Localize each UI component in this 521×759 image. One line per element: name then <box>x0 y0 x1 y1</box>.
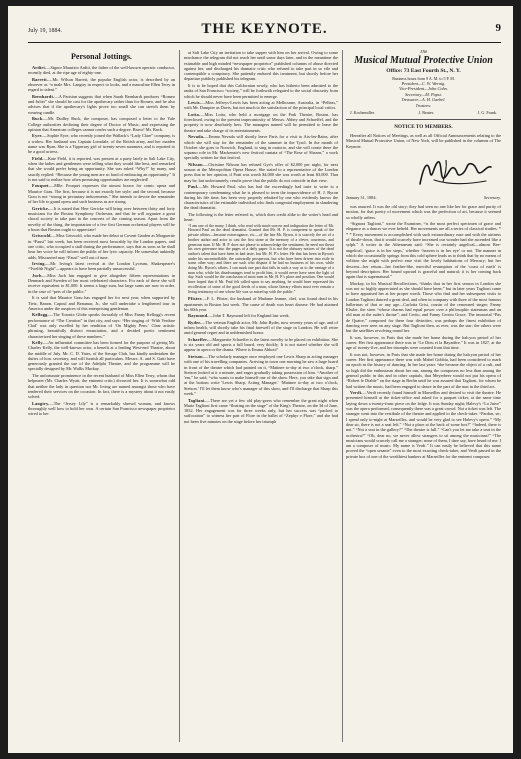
paragraph-lead: Paul. <box>188 184 199 190</box>
paragraph-text: —Verdi recently found himself in Marseilles and desired to visit the theatre. He presented himself at the ticket-office and asked for a parquet ticket, at the same time laying down a twenty-franc piece on the ledge. It was Sunday night; Halevy's “La Juive” was the opera performed, consequently there was a great crowd. Not a ticket was left. The stranger went into the vestibule of the theatre and applied to the check-taker. “Pardon, sir; I spend only to-night at Marseilles, and would be very glad to see Halevy's opera.” “My dear sir, there is not a seat left.” “Not a place at the back of some box?” “Indeed, there is not.” “Not a seat in the gallery?” “The theatre is full.” “Can't you let me take a seat in the orchestra?” “Oh, dear no, we never allow strangers to sit among the musicians!” “The musicians would scarcely call me a stranger; none of them, I dare say, have heard of me. I am a composer of music. My name is Verdi.” It can easily be believed that this name proved the “open sesame” even to the most exacting check-taker, and Verdi passed in the private box of one of the wealthiest bankers at Marseilles for the eminent composer. <box>346 390 501 459</box>
ad-trustee: J. Kochemiller. <box>350 110 375 116</box>
paragraph-text: It is to be hoped that this Californian rowdy, who has hitherto been admitted to the ranks of San Francisco “society,” will be forthwith relegated to the social obscurity from which he should never have been permitted to emerge. <box>184 82 338 99</box>
paragraph-lead: Pfister. <box>188 296 203 302</box>
paragraph-text: —Marguerite Schaeffer is the latest novelty to be placed on exhibition. She is six years old and sports a full beard, very thickly. It is not stated whether she will appear in opera or the drama. Where is Emma Abbott? <box>184 336 338 353</box>
paragraph <box>184 337 338 353</box>
ad-trustee: J. G. Frank. <box>477 110 497 116</box>
ad-article: The <box>419 50 428 55</box>
paragraph-text: —A Parisian suggests that when Sarah Bernhardt produces “Romeo and Juliet” she should be cast for the apothecary rather than for Romeo, and he also advises that if the apothecary's lights prove too small she can stretch them by wearing candle. <box>28 93 175 115</box>
ad-president: President—C. W. Wernig. <box>401 81 446 86</box>
quoted-letter: “I am one of the many, I think, who read with much sorrow and indignation the letter of Mr. Howard Paul on the dead dramatist. Granted that Mr. H. P. is competent to speak of the private affairs—because extravagance, etc.—of the late Mr. Byron, it is scarcely the act of a brother author and actor to cast the first stone at the memory of a clever, courteous, and generous man. If Mr. H. P. does not please to acknowledge the sentiment, he need not thrust his own grievance into the pages of a daily paper. It is not the obituary notices of the dead author's talent that have been in bad taste, but Mr. H. P.'s letter. He that has been in Byron's under his uncontrollable, the outwardly prosperous, but who have been driven into exile in some other way; and there are such who dispute if he had no business of his own, while doing Mr. Byron's affairs. I can mark one part that fails in such a way as to the vantage of a man who, while his disadvantages tend to profit him, it would never have seen the light of day. Such would be the conclusion of most men in Mr. H. P.'s place and position. One would have hoped that if Mr. Paul felt called upon to say anything, he would have expressed his recollection of some of the good deeds of a man, whose literary efforts must ever remain a living testimony of one whose life was so mixed up with the public.” <box>188 223 334 294</box>
paragraph-lead: Ardiri. <box>32 65 47 70</box>
paragraph-text: —Mr. Howard Paul, who has had the exceedingly bad taste to write to a contemporary condemning what he is pleased to term the improvidence of H. J. Byron during his life time, has been very properly rebuked by one who evidently knows the characteristics of the estimable individual who finds congenial employment in slandering the dead dramatist. <box>184 184 338 211</box>
signature-block <box>346 150 501 194</box>
paragraph-text: was assured. It was the old story; they had seen no one like her for grace and purity of motion, for that poetry of movement which was the perfection of art, because it seemed so wholly artless. <box>346 204 501 220</box>
paragraph-text: —Miss Lotta, who held a mortgage on the Park Theatre, Boston, has foreclosed, owing to the present impecuniosity of Messrs. Abbey and Schoeffel, and the property is now absolutely hers. The managers named will be permitted to lease the theatre and take charge of its entertainments. <box>184 111 338 133</box>
paragraph <box>184 320 338 336</box>
paragraph-text: —Miss Juch has engaged to give altogether fifteen representations in Denmark and Sweden of her most celebrated characters. For each of these she will receive equivalent to $1,000. It seems a large sum, but large sums are now in order, in the case of “pets of the public.” <box>28 272 175 294</box>
ad-secretary: Secretary—M. Papst. <box>405 91 442 97</box>
ad-treasurer: Treasurer—A. H. Gaebel. <box>401 97 446 103</box>
paragraph-lead: Kellogg. <box>32 312 49 318</box>
column-left <box>28 50 175 742</box>
signature-role: Secretary. <box>483 195 501 201</box>
paragraph-lead: Tagliani. <box>188 397 206 403</box>
paragraph <box>346 335 501 351</box>
paragraph-text: —Mr. Dudley Buck, the composer, has composed a letter to the Yale College authorities declining their degree of Doctor of Music, and expressing the opinion that American colleges cannot confer such a degree. Bravo! Mr. Buck. <box>28 116 175 132</box>
paragraph-lead: Gericke. <box>32 205 50 211</box>
paragraph-lead: Ryder. <box>188 319 202 325</box>
paragraph-lead: Nevada. <box>188 134 205 140</box>
column-rule-right <box>342 50 343 742</box>
masthead-date: July 19, 1884. <box>28 28 63 34</box>
paragraph <box>346 352 501 389</box>
ad-trustee: J. Beuter. <box>418 110 435 116</box>
paragraph-lead: Eyre. <box>32 133 43 139</box>
ad-union-name: Musical Mutual Protective Union <box>354 55 493 66</box>
notice-text: Hereafter all Notices of Meetings, as well as all Official Announcements relating to the Musical Mutual Protective Union, of New York, will be published in the columns of The Keynote. <box>346 133 501 149</box>
paragraph-lead: Lewis. <box>188 100 202 106</box>
paragraph-text: —The Toronto Globe speaks favorably of Miss Fanny Kellogg's recent performance of “The Creation” in that city, and says: “Her singing of ‘With Verdure Clad’ was only excelled by her rendition of ‘On Mighty Pens.’ Clear artistic phrasing, beautifully distinct enunciation, and a decided poetic sentiment characterized her singing of these numbers.” <box>28 312 175 339</box>
paragraph-lead: Fouquet. <box>32 183 50 189</box>
paragraph <box>184 83 338 99</box>
paragraph <box>28 206 175 232</box>
paragraph <box>28 233 175 259</box>
paragraph-lead: Irving. <box>32 261 46 267</box>
paragraph-lead: Raymond. <box>188 313 209 319</box>
paragraph-text: “Signora Taglioni,” wrote the Examiner, “is the most perfect specimen of grace and elegance as a dancer we ever beheld. Her movements are all a series of classical studies. * * * Every movement is accomplished with such extraordinary ease and with the airiness of thistle-down, that it would scarcely have increased our wonder had she ascended like a sylph.” A writer in the Athenaeum said: “She is certainly angelical—almost Bee-angelical; ‘grace is in her steps,’ whether ‘heaven is in her eye’ or not. The manner in which she occasionally springs from this cold sphere leads us to think that by no means of volition she might with perfect ease visit the lovely habitations of Mercury; but her descent—her return—her feather-like, merciful resumption of the ‘coast of earth’ is beyond description. Her bound upward is graceful and natural; it is her coming back again that is supernatural.” <box>346 221 501 280</box>
paragraph-text: —The veteran English actor, Mr. John Ryder, now seventy years of age, and of infirm health, will shortly take his final farewell of the stage in London. He will retire amid general regret and in unblemished honor. <box>184 319 338 336</box>
ad-trustees <box>346 110 501 115</box>
paragraph-text: —An influential committee has been formed for the purpose of giving Mr. Charles Kelly, the well-known actor, a benefit at a leading West-end Theatre, about the middle of July. Mr. C. D. Yates, of the Savage Club, has kindly undertaken the duties of hon. secretary, and will furnish all particulars. Messrs. A. and S. Gatti have generously granted the use of the Adelphi Theatre, and the programme will be specially designed by Mr. Wallis Mackay. <box>28 339 175 372</box>
handwritten-signature-icon <box>416 154 494 190</box>
paragraph <box>28 340 175 372</box>
paragraph-lead: Schaeffer. <box>188 336 209 342</box>
ad-business-hours: Business hours from 9 A. M. to 5 P. M. <box>392 76 455 81</box>
paragraph-text: —Kate Field, it is reported, was present at a party lately in Salt Lake City, when the ladies and gentlemen were telling what they would like best, and remarked that she would prefer being an opportunity. She was asked “Why?” by many, and saucily replied: “Because the young men are so fond of embracing an opportunity.” It is not said to realize how often promising opportunities are neglected! <box>28 155 175 182</box>
paragraph <box>184 296 338 312</box>
paragraph <box>28 133 175 154</box>
union-advertisement <box>346 50 501 120</box>
column-title: Personal Jottings. <box>71 52 132 61</box>
ad-office-address: Office: 73 East Fourth St., N. Y. <box>386 68 461 74</box>
paragraph <box>28 156 175 182</box>
newspaper-page <box>8 6 513 753</box>
paragraph-text: It was, however, in Paris that she made her home during the halcyon period of her career. Her first appearance there was in “Le Dieu et la Bayadère.” It was in 1827, at the age of twenty-five, and her triumphs were counted from that time. <box>346 334 501 351</box>
paragraph-text: —Emma Nevada will shortly leave Paris for a visit to Aix-les-Bains, after which she will stay for the remainder of the summer in the Tyrol. In the month of October she goes to Norwich, England, to sing in oratorio, and she will create there the soprano role in Mr. Mackenzie's new festival cantata of “The Rose of Sharon,” a work specially written for that festival. <box>184 134 338 161</box>
paragraph-lead: Buck. <box>32 116 44 122</box>
masthead <box>28 20 501 43</box>
paragraph <box>28 261 175 272</box>
paragraph-text: —Christine Nilsson has refused Gye's offer of $2,000 per night, for next season at the Metropolitan Opera House. She stated to a representative of the London press that in her opinion, if Patti was worth $4,000 she was worth at least $3,000. That may be, but unfortunately, results prove that the public do not coincide in that view. <box>184 161 338 183</box>
paragraph <box>28 183 175 204</box>
page-number: 9 <box>495 22 501 34</box>
paragraph <box>184 50 338 82</box>
ad-vice-president: Vice-President—John Cohn. <box>399 86 448 92</box>
paragraph-text: —There are yet a few old play-goers who remember the great night when Marie Taglioni first came “floating on the stage” of the King's Theatre, on the 3d of June, 1832. Her engagement was for three weeks only, but her success was “packed to suffocation” to witness her part of Flore in the ballet of “Zephyr e Flore,” and she had not been five minutes on the stage before her triumph <box>184 397 338 424</box>
paragraph-text: —Mr. Wilson Barrett, the popular English actor, is described by an observer as “a male Mrs. Langtry in respect to looks, and a masculine Ellen Terry in regard to talent.” <box>28 76 175 93</box>
paragraph <box>184 184 338 210</box>
paragraph-lead: Nilsson. <box>188 161 205 167</box>
paragraph-lead: Bernhardt. <box>32 93 55 99</box>
column-right <box>346 50 501 742</box>
middle-paragraphs-2 <box>184 296 338 424</box>
paragraph-text: Mackay, in his Musical Recollections, “thinks that in her first season in London she was not so highly appreciated as she should have been;” but in later years Taglioni came to have appraised her at her proper worth. Those who find and her subsequent visits to London Taglioni danced a great deal, and often in company with three of the most famous ballerinas of that or any age—Carlotta Grisi, cousin of the renowned singer; Fanny Elssler, the siren “whose charms had equal power over a philosophic statesman and an old man at the ruder's throne”; and Cerito, and Fanny Cerrito Grace. The immortal “Pas de Quatre,” composed for these four divinities, was perhaps the finest exhibition of dancing ever seen on any stage. But Taglioni then, as ever, was the star; the others were but the satellites revolving round her. <box>346 280 501 334</box>
paragraph <box>184 313 338 318</box>
paragraph-text: The unfortunate prominence in the recent husband of Miss Ellen Terry, whom that helpmeet (Mr. Charles Wyatt, the eminent critic) divorced her. It is somewhat odd that neither the lady in question nor Mr. Irving are named amongst those who have tendered their services on the occasion. In fact, there is a mystery about it not easily solved. <box>28 372 175 400</box>
paragraph <box>28 116 175 132</box>
paragraph-text: —John T. Raymond left for England last week. <box>208 313 290 319</box>
paragraph-text: —Sophie Eyre, who recently joined the Wallack's “Lady Clare” company, is a widow. Her husband was Captain Lonsdale, of the British army, and her maiden name was Ryan. She is a Tipperary girl of twenty-seven summers, and is reported to be a good actress. <box>28 133 175 155</box>
paragraph <box>28 373 175 399</box>
paragraph <box>184 112 338 133</box>
paragraph-lead: Stetson. <box>188 353 205 359</box>
paragraph-text: —Signor Maurizio Arditi, the father of the well-known operatic conductor, recently died, at the ripe age of eighty-one. <box>28 65 175 76</box>
paragraph-text: —Miss Griswold, who made her debut at Covent Garden as Marguerite in “Faust” last week, has been received most favorably by the London papers, and one critic, who occupied a stall during the performance, says that as soon as he shall hear her voice he will inform the public of her lyric capacity. He somewhat unkindly adds, Miscarried may “Faust” well out of tune. <box>28 233 175 260</box>
letter-intro: The following is the letter referred to, which does credit alike to the writer's head and heart: <box>184 211 338 223</box>
paragraph <box>28 312 175 338</box>
paragraph-text: It was not, however, in Paris that she made her home during the halcyon period of her career. Her first appearance there was with Mabel Gobbia, had been considered to mark an epoch in the history of dancing. In her last years “she became the object of a cult, and so high did the enthusiasm about her run, among the composers no less than among the general public in this and in other capitals, that Meyerbeer would not put his opera of “Robert le Diable” on the stage in Berlin until he was assured that Taglioni, for whom he had written the music, had been engaged to dance in the part of the nun in the third act. <box>346 351 501 389</box>
paragraph <box>184 100 338 111</box>
middle-paragraphs <box>184 50 338 211</box>
paragraph-lead: Field. <box>32 155 44 161</box>
notice-title: NOTICE TO MEMBERS. <box>394 124 453 131</box>
paragraph <box>184 162 338 183</box>
left-paragraphs <box>28 65 175 417</box>
column-rule-left <box>179 50 180 742</box>
paragraph <box>184 134 338 160</box>
ad-trustees-label: Trustees: <box>415 102 432 108</box>
paragraph <box>28 273 175 294</box>
paragraph-text: —It is stated that Herr Gericke will bring over between thirty and forty musicians for the Boston Symphony Orchestra, and that he will organize a great choral society to take part in the concerts of the coming season. Apart from the novelty of the thing, the importation of a few first German orchestral players will be a boon that Boston ought to appreciate! <box>28 205 175 232</box>
paragraph-text: —Miss Jeffreys-Lewis has been acting at Melbourne, Australia, in “Pelleas,” with Mr. Dampier as Davis, but not much to the satisfaction of the principal local critics. <box>184 100 338 111</box>
paragraph-lead: Kelly. <box>32 339 44 345</box>
paragraph <box>184 398 338 424</box>
paragraph <box>346 221 501 279</box>
paragraph-text: —The scholarly manager once employed one Lewis Sharp as acting manager with one of his travelling companies. Arriving in town one morning he saw a large board in front of the theatre which had painted on it, “Matinee to-day at two o'clock, sharp.” Stetson looked at it a minute, and eager gradually taking possession of him. “Another of 'em,” he said, “who wants to make himself one of the show. Here, you take that sign and at the bottom write 'Lewis Sharp, Acting Manager.' ‘Matinee to-day at two o'clock, Stetson.’ I'll let them know who's manager of this show, and I'll discharge that Sharp this week.” <box>184 353 338 397</box>
signature-line <box>346 195 501 200</box>
column-middle <box>184 50 338 742</box>
paragraph <box>346 390 501 459</box>
paragraph-text: at Salt Lake City an invitation to take supper with him on her arrival. Owing to some mischance the telegram did not reach her until some days later, and in the meantime the estimable and high minded “newspaper proprietor” published columns of abuse directed against her, and discharged his dramatic critic who refused to take part in so vile and contemptible a conspiracy. She patiently endured this treatment, but shortly before her departure publicly published his telegram. <box>184 50 338 82</box>
paragraph-lead: Langtry. <box>32 400 50 406</box>
paragraph-text: —F. L. Pfister, the husband of Madame Jeanne, chef, was found dead in his apartments in Boston last week. The cause of death was heart disease. He had attained his 60th year. <box>184 296 338 312</box>
signature-date: January 31, 1884. <box>346 195 377 201</box>
paragraph-text: —Mlle. Fouquet expresses the utmost horror for comic opera and Maurice Grau. The first, because it is not exactly her style; and the second, because Grau is not “strong in pecuniary inducements.” She intends to devote the remainder of her life to grand opera and such business as are strong. <box>28 183 175 205</box>
paragraph <box>28 401 175 417</box>
paragraph-text: It is said that Maurice Grau has engaged her for next year, when supported by Tietz, Banon, Capoul and Beaumar, Jr., she will undertake a lengthened tour in America under the auspices of this enterprising gentleman. <box>28 295 175 311</box>
paragraph-text: —The “Jersey Lily” is a remarkably shrewd woman, and knows thoroughly well how to hold her own. A certain San Francisco newspaper proprietor wired to her <box>28 400 175 417</box>
paragraph <box>346 281 501 334</box>
paragraph-lead: Juch. <box>32 272 43 278</box>
paragraph-lead: Lotta. <box>188 111 201 117</box>
paragraph <box>28 65 175 76</box>
paragraph <box>346 204 501 220</box>
paragraph-text: —Mr. Irving's latest revival at the London Lyceum, Shakespeare's “Twelfth Night”—appears to have been partially unsuccessful. <box>28 261 175 272</box>
paragraph <box>28 94 175 115</box>
paragraph-lead: Barrett. <box>32 76 49 82</box>
paragraph-lead: Griswold. <box>32 233 52 239</box>
paragraph-lead: Verdi. <box>350 390 363 396</box>
masthead-title: THE KEYNOTE. <box>201 21 328 37</box>
paragraph <box>184 354 338 396</box>
paragraph <box>28 77 175 93</box>
paragraph <box>28 295 175 311</box>
right-paragraphs <box>346 204 501 459</box>
